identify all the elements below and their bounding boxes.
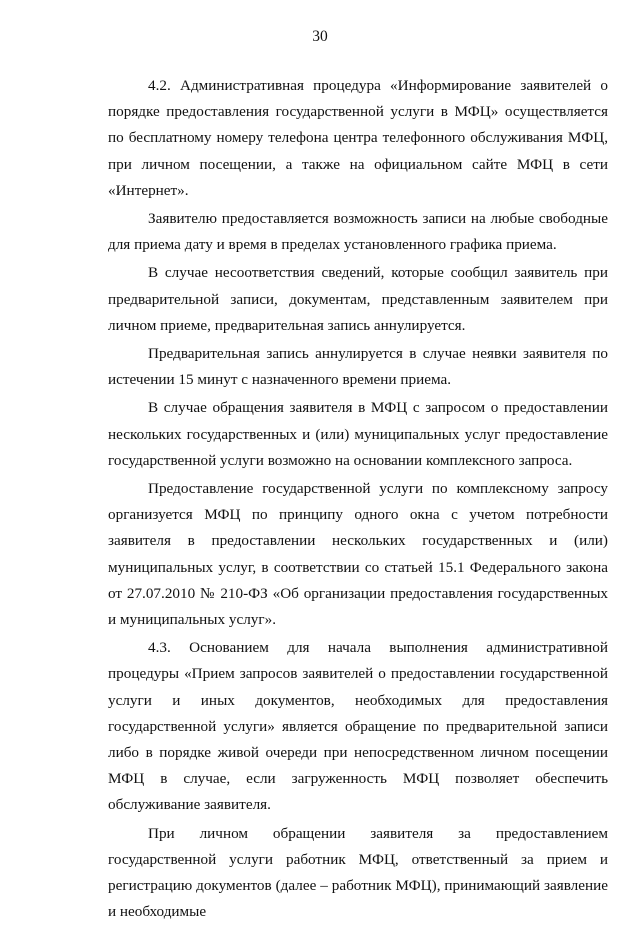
paragraph-no-show: Предварительная запись аннулируется в случае неявки заявителя по истечении 15 минут с назначенного времени приема. <box>108 345 608 389</box>
document-body <box>108 73 608 928</box>
paragraph-4-2-informing: 4.2. Административная процедура «Информирование заявителей о порядке предоставления государственной услуги в МФЦ» осуществляется по бесплатному номеру телефона центра телефонного обслуживания МФЦ, при личном посещении, а также на официальном сайте МФЦ в сети «Интернет». <box>108 77 608 199</box>
paragraph-complex-request: В случае обращения заявителя в МФЦ с запросом о предоставлении нескольких государственных и (или) муниципальных услуг предоставление государственной услуги возможно на основании комплексного запроса. <box>108 399 608 469</box>
paragraph-one-window: Предоставление государственной услуги по комплексному запросу организуется МФЦ по принципу одного окна с учетом потребности заявителя в предоставлении нескольких государственных и (или) муниципальных услуг, в соответствии со статьей 15.1 Федерального закона от 27.07.2010 № 210-ФЗ «Об организации предоставления государственных и муниципальных услуг». <box>108 480 608 629</box>
page-number: 30 <box>312 28 328 45</box>
paragraph-4-3-reception: 4.3. Основанием для начала выполнения административной процедуры «Прием запросов заявителей о предоставлении государственной услуги и иных документов, необходимых для предоставления государственной услуги» является обращение по предварительной записи либо в порядке живой очереди при непосредственном личном посещении МФЦ в случае, если загруженность МФЦ позволяет обеспечить обслуживание заявителя. <box>108 639 608 814</box>
paragraph-data-mismatch: В случае несоответствия сведений, которые сообщил заявитель при предварительной записи, документам, представленным заявителем при личном приеме, предварительная запись аннулируется. <box>108 264 608 334</box>
paragraph-personal-visit: При личном обращении заявителя за предоставлением государственной услуги работник МФЦ, ответственный за прием и регистрацию документов (далее – работник МФЦ), принимающий заявление и необходимые <box>108 824 608 921</box>
paragraph-appointment-booking: Заявителю предоставляется возможность записи на любые свободные для приема дату и время в пределах установленного графика приема. <box>108 210 608 254</box>
